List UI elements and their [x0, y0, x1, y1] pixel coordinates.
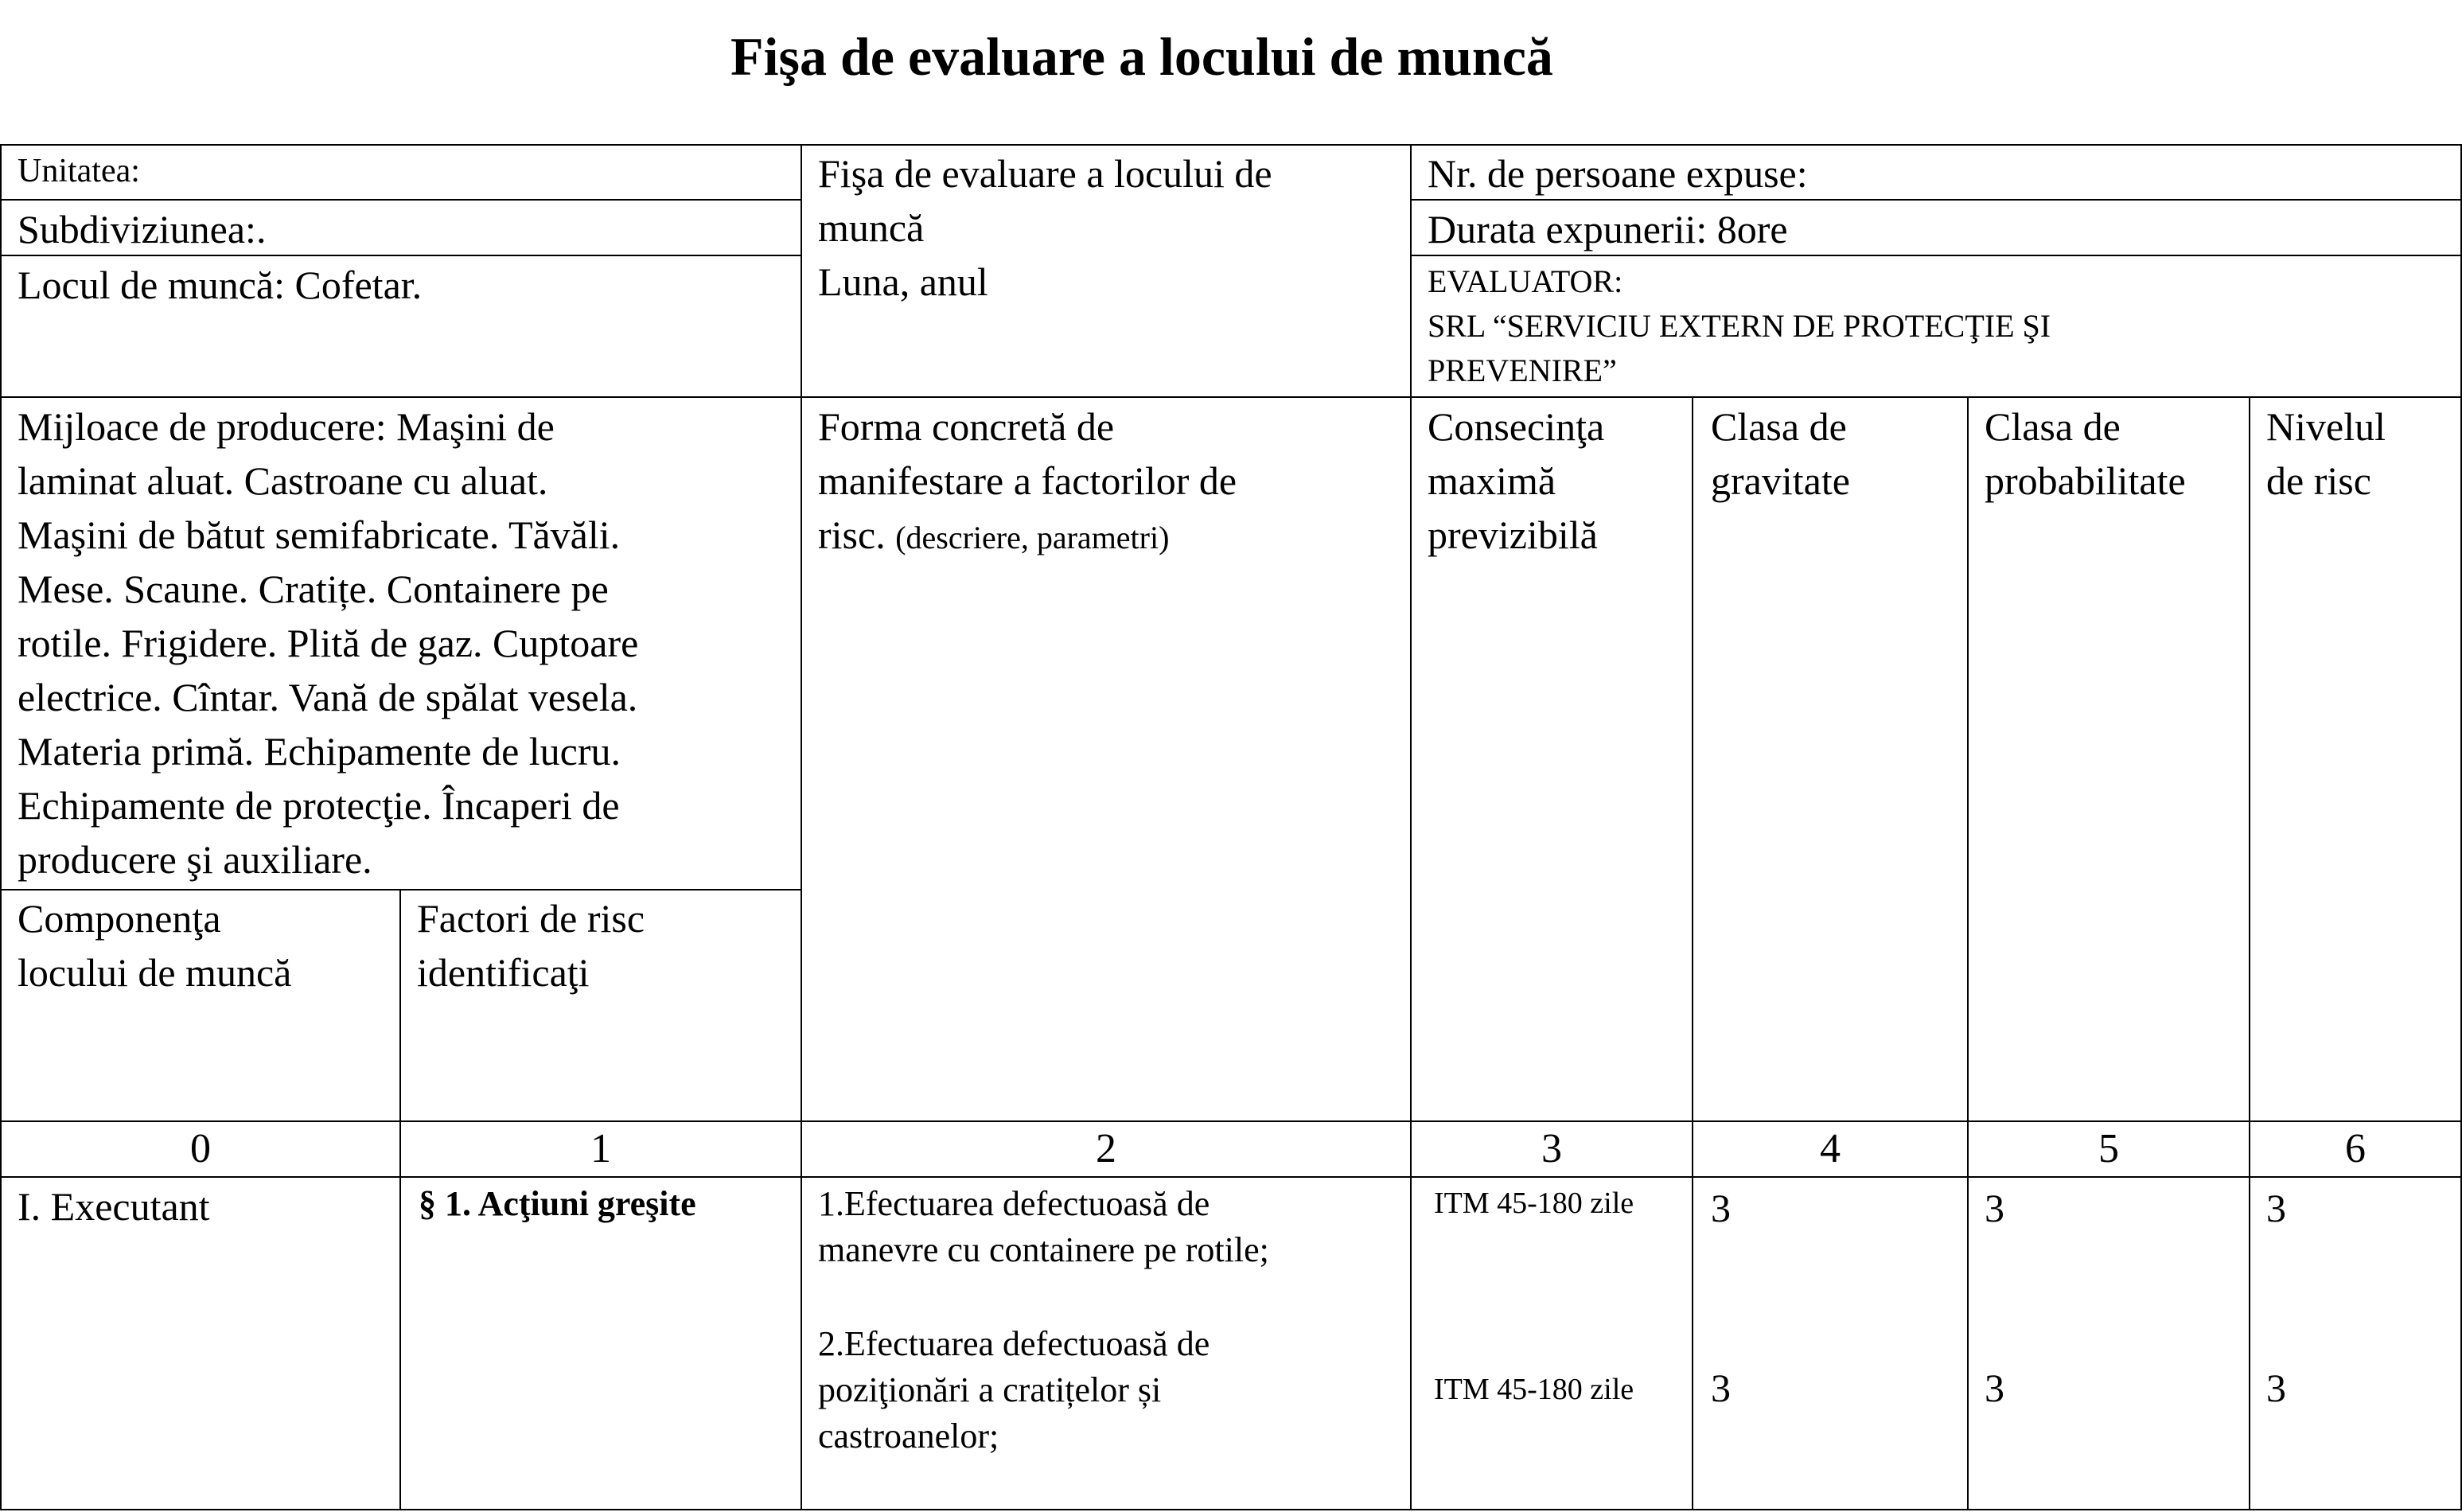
- header-componenta: locului de muncă: [18, 950, 292, 995]
- fisa-label: muncă: [818, 205, 925, 250]
- risk-description: 2.Efectuarea defectuoasă de: [818, 1324, 1210, 1363]
- header-forma-descriere: (descriere, parametri): [895, 520, 1170, 555]
- table-border-left: [0, 144, 2, 1510]
- header-forma: Forma concretă de: [818, 404, 1115, 449]
- nivel-cell: 3: [2266, 1186, 2286, 1230]
- header-forma: [818, 508, 1169, 565]
- table-border-bottom: [0, 1509, 2462, 1510]
- column-number: 3: [1541, 1126, 1562, 1171]
- locul-de-munca-label: Locul de muncă: Cofetar.: [18, 263, 423, 307]
- mijloace-line: Echipamente de protecţie. Încaperi de: [18, 783, 620, 828]
- column-number: 2: [1096, 1126, 1116, 1171]
- column-number: 4: [1820, 1126, 1841, 1171]
- nivel-cell: 3: [2266, 1366, 2286, 1410]
- header-gravitate: gravitate: [1711, 458, 1850, 503]
- mijloace-line: laminat aluat. Castroane cu aluat.: [18, 458, 548, 503]
- evaluator-name: SRL “SERVICIU EXTERN DE PROTECŢIE ŞI: [1428, 308, 2051, 344]
- header-forma: manifestare a factorilor de: [818, 458, 1237, 503]
- header-consecinta: previzibilă: [1428, 512, 1598, 557]
- header-factori: Factori de risc: [417, 896, 645, 941]
- risk-description: 1.Efectuarea defectuoasă de: [818, 1184, 1210, 1223]
- table-rule: [0, 199, 801, 201]
- fisa-label: Fişa de evaluare a locului de: [818, 151, 1272, 196]
- column-number: 6: [2345, 1126, 2366, 1171]
- factor-cell: § 1. Acţiuni greşite: [419, 1184, 696, 1223]
- column-number: 0: [190, 1126, 211, 1171]
- table-border-top: [0, 144, 2462, 146]
- gravitate-cell: 3: [1711, 1366, 1731, 1410]
- column-number: 5: [2098, 1126, 2119, 1171]
- header-forma-risc: risc.: [818, 512, 886, 557]
- table-rule: [2249, 396, 2250, 1510]
- mijloace-line: electrice. Cîntar. Vană de spălat vesela.: [18, 675, 638, 719]
- table-rule: [399, 889, 401, 1510]
- evaluator-name: PREVENIRE”: [1428, 353, 1617, 388]
- table-rule: [1967, 396, 1969, 1510]
- risk-description: manevre cu containere pe rotile;: [818, 1230, 1269, 1269]
- header-componenta: Componenţa: [18, 896, 221, 941]
- header-factori: identificaţi: [417, 950, 590, 995]
- header-gravitate: Clasa de: [1711, 404, 1847, 449]
- mijloace-line: rotile. Frigidere. Plită de gaz. Cuptoare: [18, 621, 639, 665]
- mijloace-line: Maşini de bătut semifabricate. Tăvăli.: [18, 512, 621, 557]
- luna-anul-label: Luna, anul: [818, 259, 988, 304]
- probabilitate-cell: 3: [1985, 1366, 2004, 1410]
- probabilitate-cell: 3: [1985, 1186, 2004, 1230]
- risk-description: castroanelor;: [818, 1417, 999, 1455]
- mijloace-line: producere şi auxiliare.: [18, 837, 372, 882]
- table-rule: [0, 1176, 2462, 1178]
- evaluator-label: EVALUATOR:: [1428, 263, 1623, 299]
- consecinta-cell: ITM 45-180 zile: [1434, 1373, 1634, 1406]
- mijloace-line: Mijloace de producere: Maşini de: [18, 404, 555, 449]
- page-title: Fişa de evaluare a locului de muncă: [730, 26, 1553, 87]
- table-rule: [801, 144, 802, 1510]
- componenta-cell: I. Executant: [18, 1184, 210, 1229]
- consecinta-cell: ITM 45-180 zile: [1434, 1187, 1634, 1220]
- header-nivel: de risc: [2266, 458, 2371, 503]
- gravitate-cell: 3: [1711, 1186, 1731, 1230]
- risk-description: poziţionări a cratițelor și: [818, 1370, 1162, 1409]
- mijloace-line: Materia primă. Echipamente de lucru.: [18, 729, 621, 774]
- table-rule: [1692, 396, 1693, 1510]
- table-rule: [1410, 144, 1412, 1510]
- table-rule: [0, 396, 2462, 398]
- durata-label: Durata expunerii: 8ore: [1428, 207, 1788, 251]
- column-number: 1: [590, 1126, 611, 1171]
- header-nivel: Nivelul: [2266, 404, 2386, 449]
- unitatea-label: Unitatea:: [18, 153, 140, 189]
- header-consecinta: maximă: [1428, 458, 1556, 503]
- header-probabilitate: probabilitate: [1985, 458, 2186, 503]
- header-consecinta: Consecinţa: [1428, 404, 1605, 449]
- subdiviziunea-label: Subdiviziunea:.: [18, 207, 267, 251]
- header-probabilitate: Clasa de: [1985, 404, 2121, 449]
- mijloace-line: Mese. Scaune. Cratițe. Containere pe: [18, 567, 609, 611]
- nr-persoane-label: Nr. de persoane expuse:: [1428, 151, 1808, 196]
